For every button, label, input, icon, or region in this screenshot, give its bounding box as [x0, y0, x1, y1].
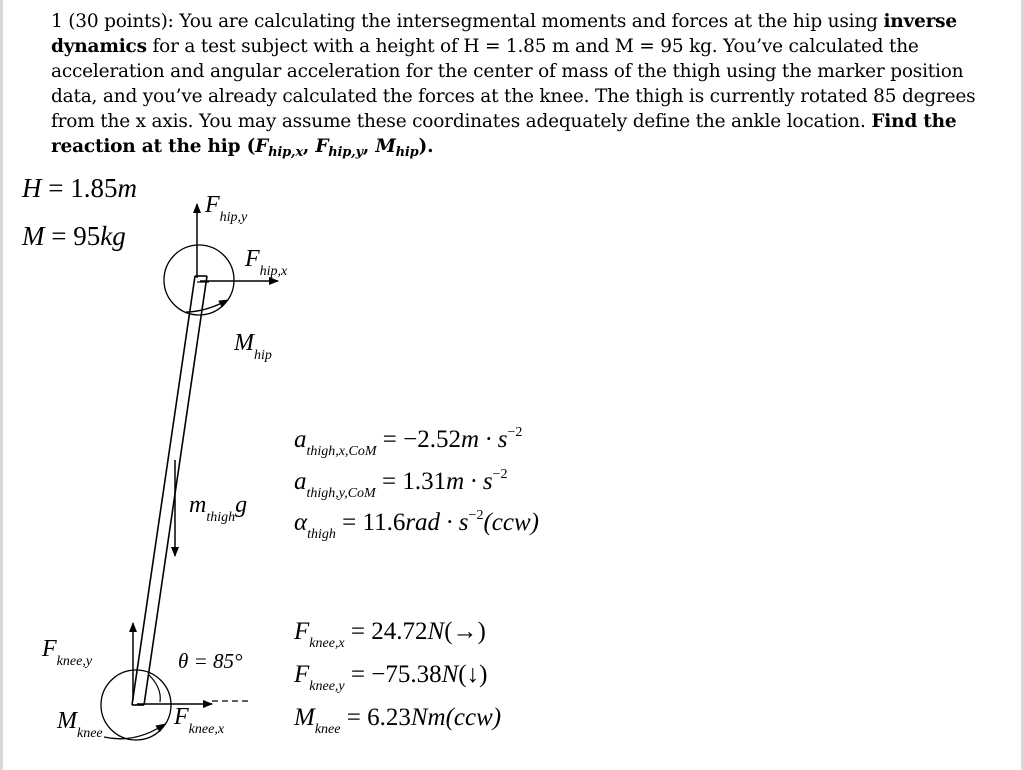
- label-f-hip-x: $F_{hip,x}$: [245, 246, 288, 279]
- label-m-knee: $M_{knee}$: [57, 708, 103, 741]
- problem-question: Find the reaction at the hip ($F_{hip,x}$, $F_{hip,y}$, $M_{hip}$).: [51, 111, 957, 160]
- label-weight: $m_{thigh}g$: [189, 492, 248, 525]
- problem-bold-inverse-dynamics: inverse dynamics: [51, 11, 957, 57]
- label-f-hip-y: $F_{hip,y}$: [205, 192, 248, 225]
- knee-force-y: $F_{knee,y}$ = −75.38N(↓): [294, 661, 488, 694]
- knee-force-x: $F_{knee,x} = 24.72N(\to)$: [294, 618, 486, 651]
- label-f-knee-y: $F_{knee,y}$: [42, 636, 93, 669]
- hip-joint-circle: [164, 245, 234, 315]
- problem-text-body: for a test subject with a height of H = 1.85 m and M = 95 kg. You’ve calculated the acceleration and angular acceleration for the center of mass of the thigh using the marker position data, and you’ve already calculated the forces at the knee. The thigh is currently rotated 85 degrees from the x axis. You may assume these coordinates adequately define the ankle location.: [51, 36, 976, 132]
- problem-text-prefix: 1 (30 points): You are calculating the intersegmental moments and forces at the hip using: [51, 11, 884, 32]
- thigh-segment: [132, 276, 209, 705]
- given-mass: M = 95kg: [22, 221, 126, 251]
- label-m-hip: $M_{hip}$: [234, 330, 272, 363]
- accel-thigh-x: $a_{thigh,x,CoM} = -2.52m \cdot s^{-2}$: [294, 425, 523, 459]
- angular-accel-thigh: $\alpha_{thigh} = 11.6rad \cdot s^{-2}(ccw)$: [294, 508, 539, 542]
- given-height: H = 1.85m: [22, 173, 137, 203]
- knee-moment: $M_{knee} = 6.23Nm(ccw)$: [294, 704, 502, 737]
- accel-thigh-y: $a_{thigh,y,CoM} = 1.31m \cdot s^{-2}$: [294, 467, 508, 501]
- label-angle: θ = 85°: [178, 649, 243, 673]
- label-f-knee-x: $F_{knee,x}$: [174, 704, 225, 737]
